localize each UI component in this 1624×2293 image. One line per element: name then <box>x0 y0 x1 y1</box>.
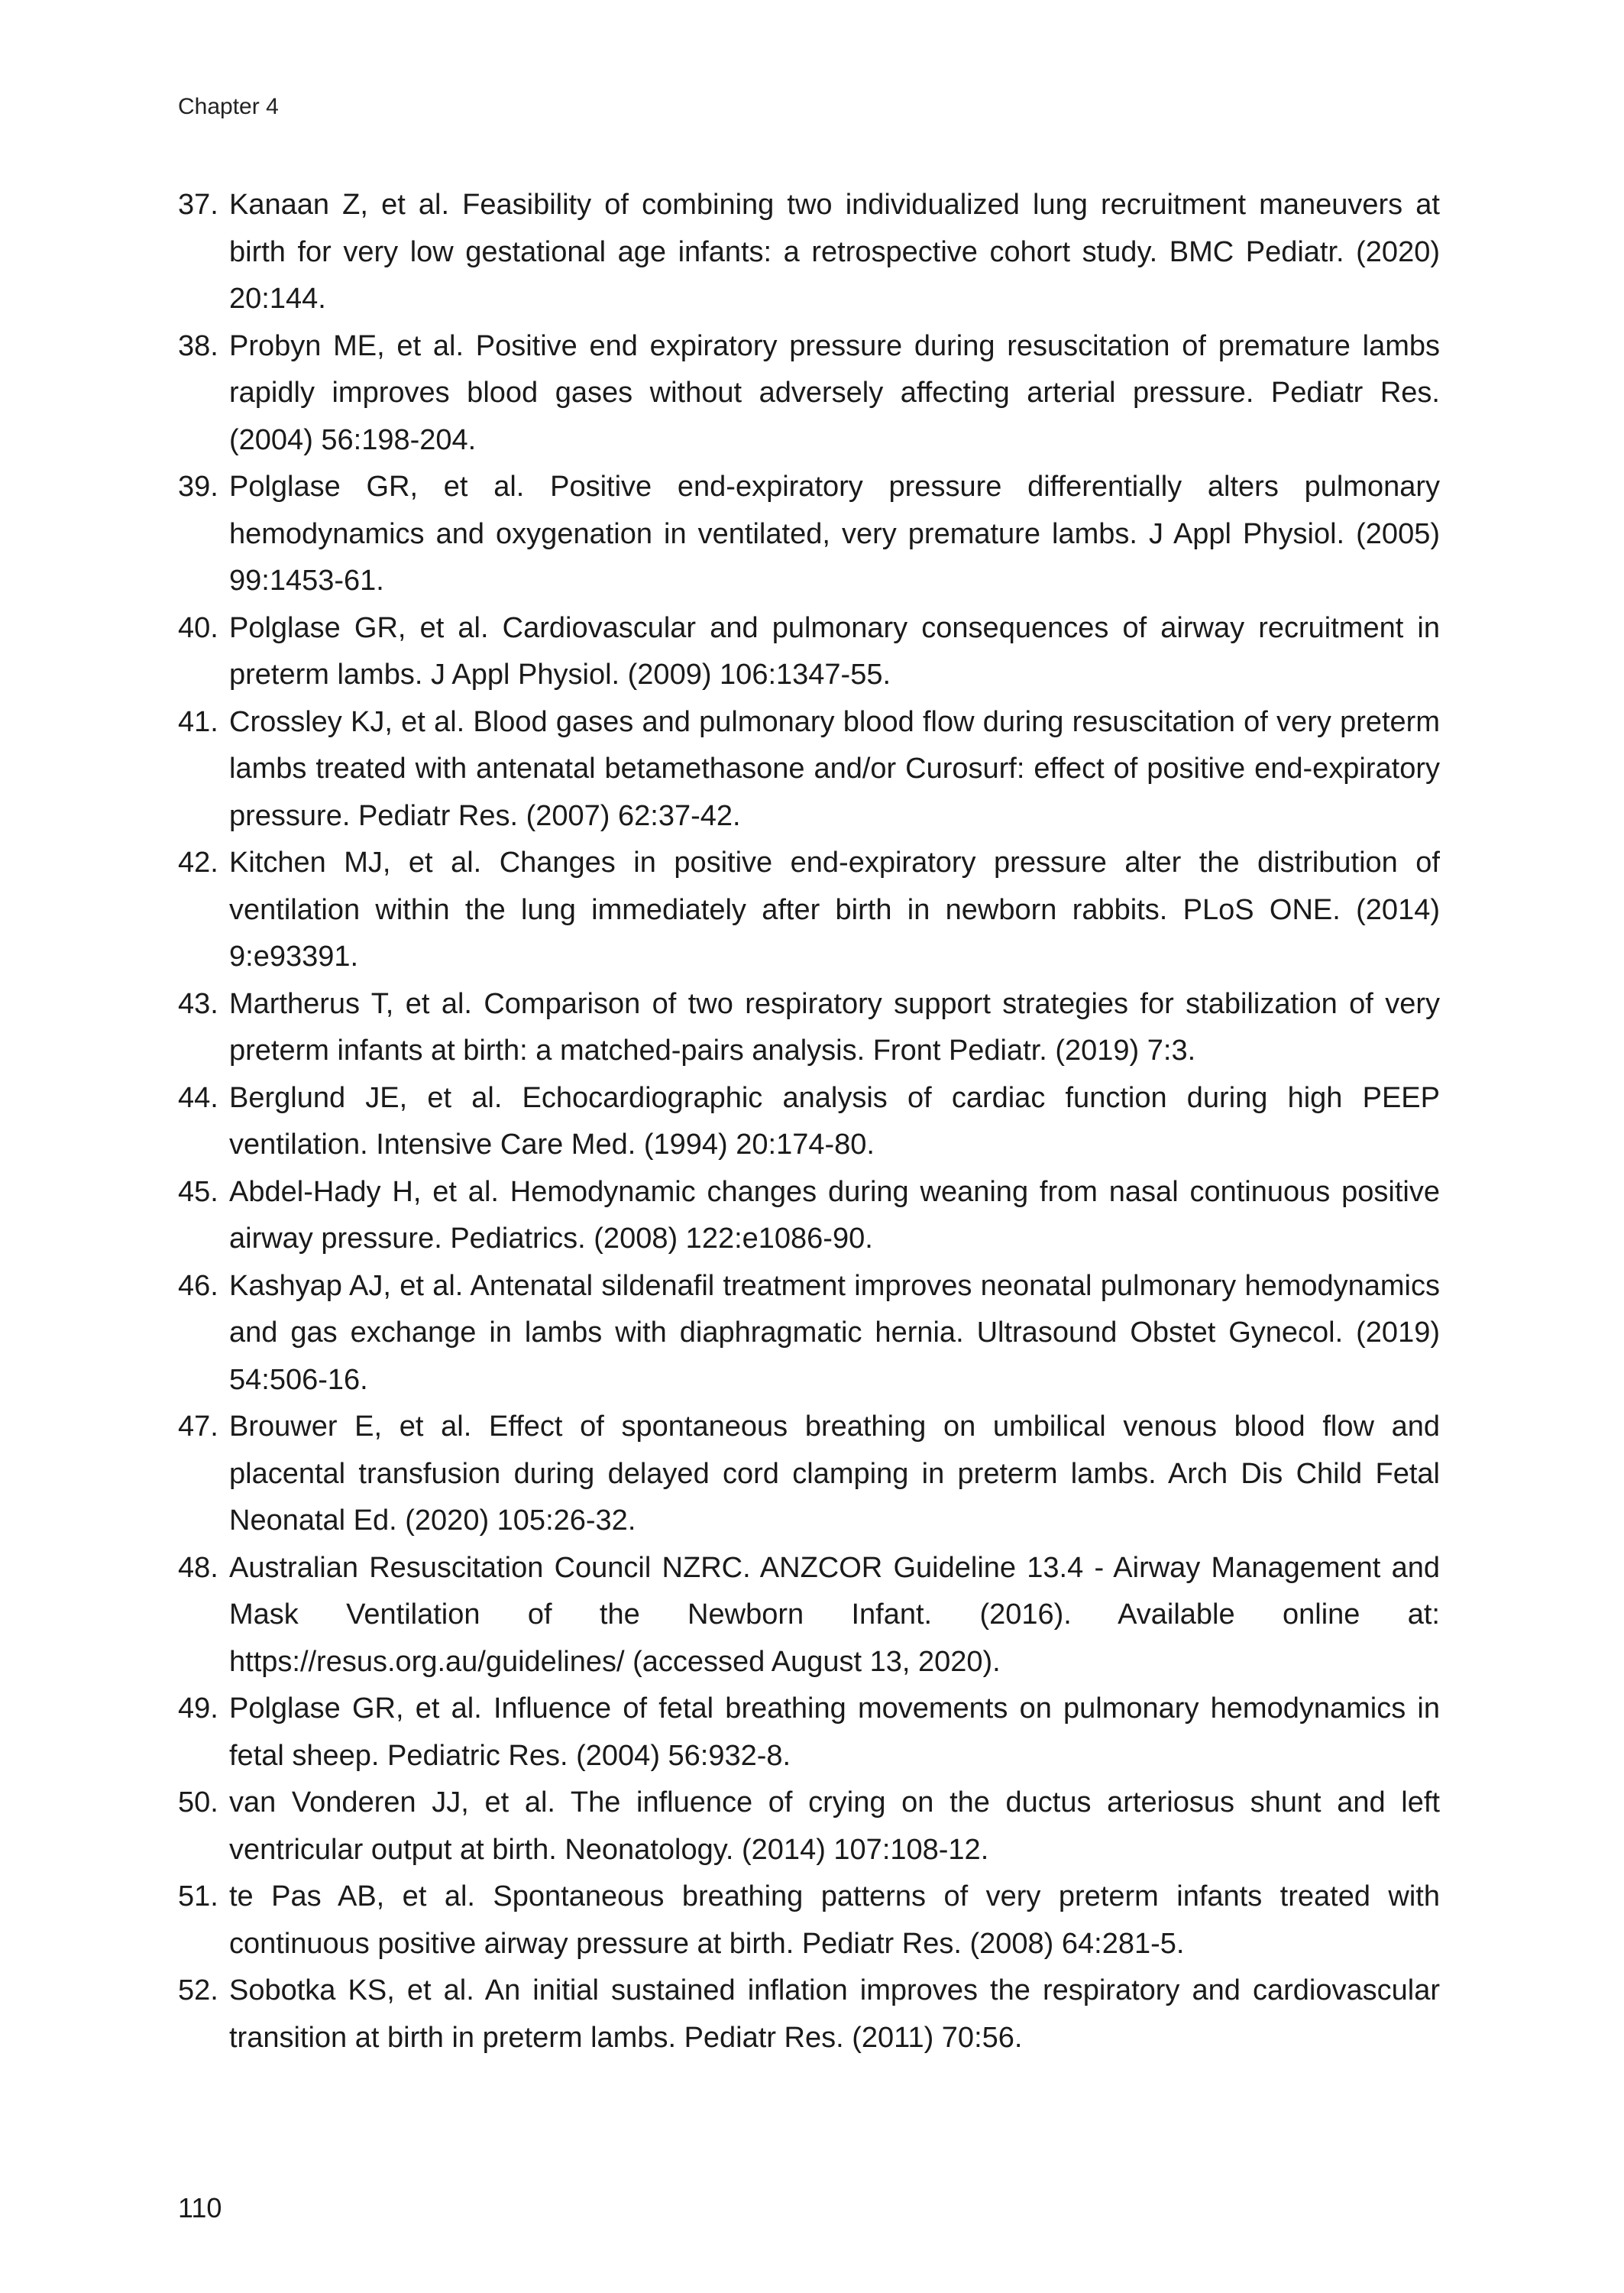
reference-text: Martherus T, et al. Comparison of two respiratory support strategies for stabilization of very preterm infants at birth: a matched-pairs analysis. Front Pediatr. (2019) 7:3. <box>229 987 1440 1067</box>
reference-number: 45. <box>178 1175 218 1208</box>
reference-list <box>178 182 1440 2061</box>
reference-item <box>178 1263 1440 1404</box>
reference-item <box>178 1075 1440 1169</box>
reference-text: Polglase GR, et al. Positive end-expiratory pressure differentially alters pulmonary hemodynamics and oxygenation in ventilated, very premature lambs. J Appl Physiol. (2005) 99:1453-61. <box>229 471 1440 597</box>
reference-number: 51. <box>178 1880 218 1912</box>
reference-number: 47. <box>178 1410 218 1443</box>
reference-text: Crossley KJ, et al. Blood gases and pulmonary blood flow during resuscitation of very preterm lambs treated with antenatal betamethasone and/or Curosurf: effect of positive end-expiratory pressure. Pediatr Res. (2007) 62:37-42. <box>229 705 1440 832</box>
reference-number: 50. <box>178 1786 218 1819</box>
reference-text: Polglase GR, et al. Cardiovascular and pulmonary consequences of airway recruitment in preterm lambs. J Appl Physiol. (2009) 106:1347-55. <box>229 611 1440 691</box>
reference-text: te Pas AB, et al. Spontaneous breathing patterns of very preterm infants treated with continuous positive airway pressure at birth. Pediatr Res. (2008) 64:281-5. <box>229 1880 1440 1960</box>
reference-item <box>178 182 1440 323</box>
reference-text: Probyn ME, et al. Positive end expiratory pressure during resuscitation of premature lambs rapidly improves blood gases without adversely affecting arterial pressure. Pediatr Res. (2004) 56:198-204. <box>229 329 1440 456</box>
reference-number: 39. <box>178 471 218 503</box>
reference-number: 38. <box>178 329 218 362</box>
reference-item <box>178 1545 1440 1686</box>
reference-text: Polglase GR, et al. Influence of fetal breathing movements on pulmonary hemodynamics in fetal sheep. Pediatric Res. (2004) 56:932-8. <box>229 1692 1440 1772</box>
reference-item <box>178 323 1440 465</box>
reference-item <box>178 1780 1440 1874</box>
reference-number: 40. <box>178 611 218 644</box>
reference-number: 43. <box>178 987 218 1020</box>
reference-text: Sobotka KS, et al. An initial sustained inflation improves the respiratory and cardiovascular transition at birth in preterm lambs. Pediatr Res. (2011) 70:56. <box>229 1974 1440 2054</box>
reference-number: 37. <box>178 189 218 221</box>
reference-item <box>178 1404 1440 1545</box>
reference-text: Kanaan Z, et al. Feasibility of combining two individualized lung recruitment maneuvers at birth for very low gestational age infants: a retrospective cohort study. BMC Pediatr. (2020) 20:144. <box>229 189 1440 315</box>
reference-number: 48. <box>178 1551 218 1584</box>
reference-number: 49. <box>178 1692 218 1725</box>
reference-item <box>178 840 1440 981</box>
reference-item <box>178 464 1440 605</box>
reference-text: Australian Resuscitation Council NZRC. ANZCOR Guideline 13.4 - Airway Management and Mask Ventilation of the Newborn Infant. (2016). Available online at: https://resus.org.au/guidelines/ (accessed August 13, 2020). <box>229 1551 1440 1678</box>
reference-item <box>178 1169 1440 1263</box>
reference-item <box>178 981 1440 1075</box>
reference-number: 44. <box>178 1081 218 1114</box>
reference-item <box>178 699 1440 840</box>
reference-number: 41. <box>178 705 218 738</box>
reference-text: Abdel-Hady H, et al. Hemodynamic changes during weaning from nasal continuous positive airway pressure. Pediatrics. (2008) 122:e1086-90. <box>229 1175 1440 1255</box>
reference-text: Kitchen MJ, et al. Changes in positive end-expiratory pressure alter the distribution of ventilation within the lung immediately after birth in newborn rabbits. PLoS ONE. (2014) 9:e93391. <box>229 847 1440 973</box>
running-head: Chapter 4 <box>178 94 279 119</box>
reference-number: 52. <box>178 1974 218 2006</box>
reference-number: 42. <box>178 847 218 879</box>
page-number: 110 <box>178 2192 222 2223</box>
reference-item <box>178 605 1440 699</box>
reference-text: Kashyap AJ, et al. Antenatal sildenafil treatment improves neonatal pulmonary hemodynamics and gas exchange in lambs with diaphragmatic hernia. Ultrasound Obstet Gynecol. (2019) 54:506-16. <box>229 1269 1440 1396</box>
reference-text: Berglund JE, et al. Echocardiographic analysis of cardiac function during high PEEP ventilation. Intensive Care Med. (1994) 20:174-80. <box>229 1081 1440 1161</box>
reference-text: Brouwer E, et al. Effect of spontaneous breathing on umbilical venous blood flow and placental transfusion during delayed cord clamping in preterm lambs. Arch Dis Child Fetal Neonatal Ed. (2020) 105:26-32. <box>229 1410 1440 1537</box>
reference-item <box>178 1686 1440 1780</box>
reference-item <box>178 1874 1440 1968</box>
reference-text: van Vonderen JJ, et al. The influence of crying on the ductus arteriosus shunt and left ventricular output at birth. Neonatology. (2014) 107:108-12. <box>229 1786 1440 1866</box>
reference-item <box>178 1968 1440 2061</box>
reference-number: 46. <box>178 1269 218 1302</box>
